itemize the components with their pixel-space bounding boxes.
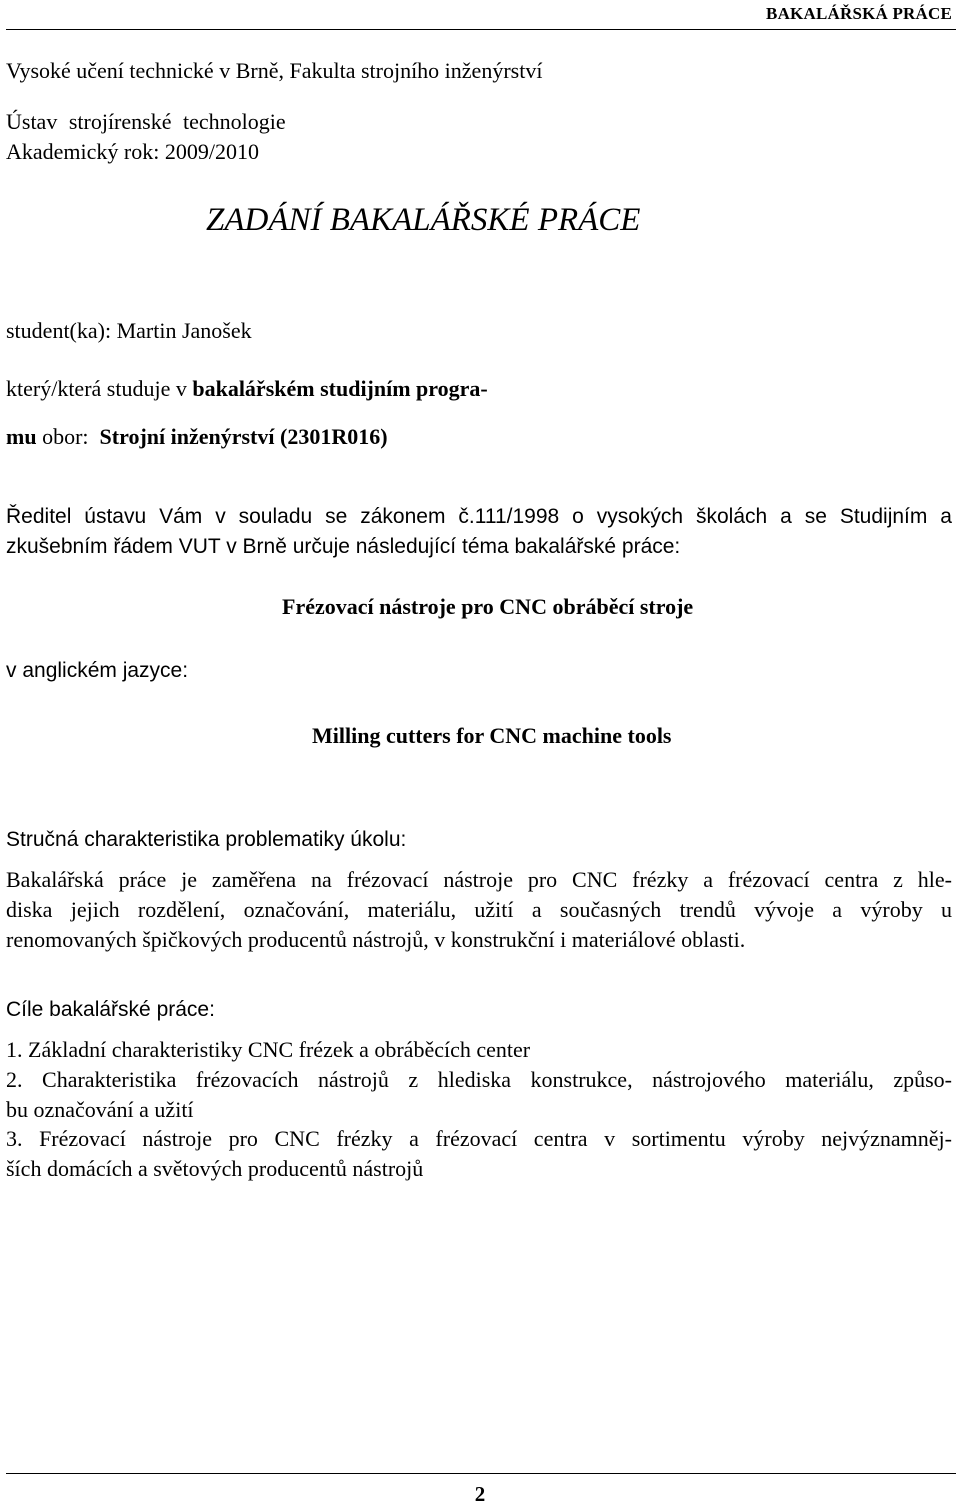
director-text-line-2: zkušebním řádem VUT v Brně určuje následující téma bakalářské práce: [6, 535, 681, 558]
characteristics-heading: Stručná charakteristika problematiky úkolu: [6, 828, 407, 851]
footer-rule [6, 1473, 956, 1474]
characteristics-line-2: diska jejich rozdělení, označování, materiálu, užití a současných trendů vývoje a výroby u [6, 897, 952, 922]
program-name-continued: mu [6, 424, 37, 449]
field-line [6, 424, 388, 450]
goal-item-1: 1. Základní charakteristiky CNC frézek a obráběcích center [6, 1037, 531, 1062]
goal-item-2: 2. Charakteristika frézovacích nástrojů z hlediska konstrukce, nástrojového materiálu, způso- [6, 1067, 952, 1092]
characteristics-line-3: renomovaných špičkových producentů nástrojů, v konstrukční i materiálové oblasti. [6, 927, 746, 952]
characteristics-line-1: Bakalářská práce je zaměřena na frézovací nástroje pro CNC frézky a frézovací centra z hle- [6, 867, 952, 892]
english-label: v anglickém jazyce: [6, 659, 189, 682]
goals-heading: Cíle bakalářské práce: [6, 998, 215, 1021]
page-number: 2 [474, 1482, 486, 1506]
program-line [6, 376, 488, 402]
program-prefix: který/která studuje v [6, 376, 193, 401]
program-name: bakalářském studijním progra- [192, 376, 488, 401]
field-label: obor: [36, 424, 100, 449]
field-name: Strojní inženýrství (2301R016) [99, 424, 388, 449]
header-rule [6, 29, 956, 30]
school-name: Vysoké učení technické v Brně, Fakulta strojního inženýrství [6, 58, 543, 83]
academic-year: Akademický rok: 2009/2010 [6, 139, 259, 164]
header-title: BAKALÁŘSKÁ PRÁCE [766, 4, 952, 23]
student-line: student(ka): Martin Janošek [6, 318, 252, 343]
page-title: ZADÁNÍ BAKALÁŘSKÉ PRÁCE [206, 202, 641, 238]
topic-english: Milling cutters for CNC machine tools [312, 723, 672, 748]
director-text-line-1: Ředitel ústavu Vám v souladu se zákonem č.111/1998 o vysokých školách a se Studijním a [6, 505, 952, 528]
goal-item-2-continued: bu označování a užití [6, 1097, 194, 1122]
topic-czech: Frézovací nástroje pro CNC obráběcí stroje [282, 594, 694, 619]
institute-name: Ústav strojírenské technologie [6, 109, 286, 134]
goal-item-3: 3. Frézovací nástroje pro CNC frézky a frézovací centra v sortimentu výroby nejvýznamněj- [6, 1126, 952, 1151]
goal-item-3-continued: ších domácích a světových producentů nástrojů [6, 1156, 424, 1181]
